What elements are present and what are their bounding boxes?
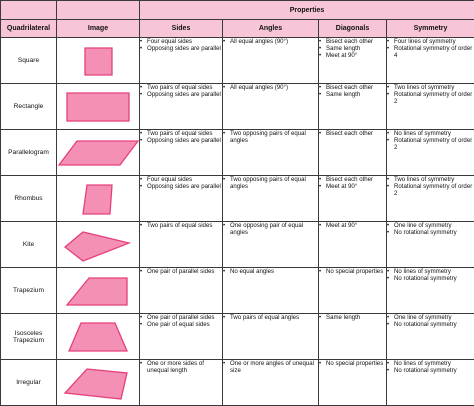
shape-image-cell bbox=[57, 314, 140, 360]
angles-cell bbox=[223, 360, 319, 406]
header-sides: Sides bbox=[140, 20, 223, 38]
list-item: • One pair of parallel sides bbox=[140, 314, 222, 321]
list-item: • No rotational symmetry bbox=[387, 321, 474, 328]
sides-cell bbox=[140, 38, 223, 84]
list-item: • Two pairs of equal sides bbox=[140, 84, 222, 91]
header-blank-image bbox=[57, 1, 140, 20]
list-item: • One opposing pair of equal angles bbox=[223, 222, 318, 236]
list-item: • Rotational symmetry of order 4 bbox=[387, 45, 474, 59]
table-row-isosceles-trapezium bbox=[1, 314, 474, 360]
list-item: • Meet at 90° bbox=[319, 222, 386, 229]
shape-name: Rhombus bbox=[1, 176, 57, 222]
trapezium-shape-image bbox=[57, 271, 140, 311]
angles-cell bbox=[223, 314, 319, 360]
sides-cell bbox=[140, 268, 223, 314]
rhombus-shape-image bbox=[57, 179, 140, 219]
list-item: • All equal angles (90°) bbox=[223, 38, 318, 45]
list-item: • No rotational symmetry bbox=[387, 367, 474, 374]
list-item: • Bisect each other bbox=[319, 38, 386, 45]
sides-cell bbox=[140, 314, 223, 360]
list-item: • Opposing sides are parallel bbox=[140, 45, 222, 52]
parallelogram-shape-image bbox=[57, 133, 140, 173]
symmetry-cell bbox=[387, 222, 474, 268]
list-item: • Bisect each other bbox=[319, 84, 386, 91]
list-item: • No rotational symmetry bbox=[387, 229, 474, 236]
list-item: • One line of symmetry bbox=[387, 314, 474, 321]
header-blank-quadrilateral bbox=[1, 1, 57, 20]
list-item: • Four equal sides bbox=[140, 176, 222, 183]
list-item: • Opposing sides are parallel bbox=[140, 91, 222, 98]
shape-name: Isosceles Trapezium bbox=[1, 314, 57, 360]
header-diagonals: Diagonals bbox=[319, 20, 387, 38]
sides-cell bbox=[140, 176, 223, 222]
header-angles: Angles bbox=[223, 20, 319, 38]
table-row-rhombus bbox=[1, 176, 474, 222]
symmetry-cell bbox=[387, 314, 474, 360]
list-item: • One or more angles of unequal size bbox=[223, 360, 318, 374]
sides-cell bbox=[140, 222, 223, 268]
list-item: • No special properties bbox=[319, 268, 386, 275]
list-item: • Meet at 90° bbox=[319, 52, 386, 59]
table-row-rectangle bbox=[1, 84, 474, 130]
list-item: • Two pairs of equal sides bbox=[140, 130, 222, 137]
table-row-parallelogram bbox=[1, 130, 474, 176]
list-item: • Two lines of symmetry bbox=[387, 176, 474, 183]
diagonals-cell bbox=[319, 84, 387, 130]
symmetry-cell bbox=[387, 38, 474, 84]
list-item: • Two opposing pairs of equal angles bbox=[223, 130, 318, 144]
angles-cell bbox=[223, 38, 319, 84]
list-item: • No special properties bbox=[319, 360, 386, 367]
shape-name: Square bbox=[1, 38, 57, 84]
header-quadrilateral: Quadrilateral bbox=[1, 20, 57, 38]
list-item: • One line of symmetry bbox=[387, 222, 474, 229]
symmetry-cell bbox=[387, 176, 474, 222]
diagonals-cell bbox=[319, 38, 387, 84]
list-item: • No equal angles bbox=[223, 268, 318, 275]
list-item: • Opposing sides are parallel bbox=[140, 183, 222, 190]
kite-shape-image bbox=[57, 225, 140, 265]
list-item: • Two opposing pairs of equal angles bbox=[223, 176, 318, 190]
list-item: • Same length bbox=[319, 91, 386, 98]
isosceles-trapezium-shape-image bbox=[57, 317, 140, 357]
symmetry-cell bbox=[387, 130, 474, 176]
diagonals-cell bbox=[319, 176, 387, 222]
shape-image-cell bbox=[57, 268, 140, 314]
diagonals-cell bbox=[319, 268, 387, 314]
shape-image-cell bbox=[57, 360, 140, 406]
angles-cell bbox=[223, 84, 319, 130]
header-row-top bbox=[1, 1, 474, 20]
shape-image-cell bbox=[57, 130, 140, 176]
list-item: • Two lines of symmetry bbox=[387, 84, 474, 91]
table-row-square bbox=[1, 38, 474, 84]
symmetry-cell bbox=[387, 268, 474, 314]
shape-image-cell bbox=[57, 38, 140, 84]
shape-image-cell bbox=[57, 84, 140, 130]
header-symmetry: Symmetry bbox=[387, 20, 474, 38]
header-properties: Properties bbox=[140, 1, 474, 20]
list-item: • No rotational symmetry bbox=[387, 275, 474, 282]
list-item: • Opposing sides are parallel bbox=[140, 137, 222, 144]
shape-name: Kite bbox=[1, 222, 57, 268]
list-item: • Four equal sides bbox=[140, 38, 222, 45]
list-item: • No lines of symmetry bbox=[387, 130, 474, 137]
list-item: • No lines of symmetry bbox=[387, 360, 474, 367]
diagonals-cell bbox=[319, 314, 387, 360]
list-item: • Meet at 90° bbox=[319, 183, 386, 190]
shape-image-cell bbox=[57, 222, 140, 268]
table-row-trapezium bbox=[1, 268, 474, 314]
list-item: • Four lines of symmetry bbox=[387, 38, 474, 45]
table-row-irregular bbox=[1, 360, 474, 406]
shape-image-cell bbox=[57, 176, 140, 222]
list-item: • Same length bbox=[319, 314, 386, 321]
angles-cell bbox=[223, 130, 319, 176]
angles-cell bbox=[223, 268, 319, 314]
sides-cell bbox=[140, 84, 223, 130]
diagonals-cell bbox=[319, 130, 387, 176]
symmetry-cell bbox=[387, 360, 474, 406]
list-item: • Same length bbox=[319, 45, 386, 52]
list-item: • One or more sides of unequal length bbox=[140, 360, 222, 374]
irregular-shape-image bbox=[57, 363, 140, 403]
list-item: • Rotational symmetry of order 2 bbox=[387, 91, 474, 105]
diagonals-cell bbox=[319, 222, 387, 268]
list-item: • Two pairs of equal sides bbox=[140, 222, 222, 229]
shape-name: Rectangle bbox=[1, 84, 57, 130]
symmetry-cell bbox=[387, 84, 474, 130]
rectangle-shape-image bbox=[57, 87, 140, 127]
angles-cell bbox=[223, 176, 319, 222]
sides-cell bbox=[140, 130, 223, 176]
list-item: • Bisect each other bbox=[319, 176, 386, 183]
list-item: • One pair of equal sides bbox=[140, 321, 222, 328]
list-item: • Rotational symmetry of order 2 bbox=[387, 137, 474, 151]
table-row-kite bbox=[1, 222, 474, 268]
list-item: • One pair of parallel sides bbox=[140, 268, 222, 275]
list-item: • Rotational symmetry of order 2 bbox=[387, 183, 474, 197]
list-item: • No lines of symmetry bbox=[387, 268, 474, 275]
header-image: Image bbox=[57, 20, 140, 38]
sides-cell bbox=[140, 360, 223, 406]
list-item: • Bisect each other bbox=[319, 130, 386, 137]
shape-name: Trapezium bbox=[1, 268, 57, 314]
list-item: • Two pairs of equal angles bbox=[223, 314, 318, 321]
diagonals-cell bbox=[319, 360, 387, 406]
angles-cell bbox=[223, 222, 319, 268]
shape-name: Parallelogram bbox=[1, 130, 57, 176]
list-item: • All equal angles (90°) bbox=[223, 84, 318, 91]
shape-name: Irregular bbox=[1, 360, 57, 406]
square-shape-image bbox=[57, 41, 140, 81]
header-row-columns bbox=[1, 20, 474, 38]
